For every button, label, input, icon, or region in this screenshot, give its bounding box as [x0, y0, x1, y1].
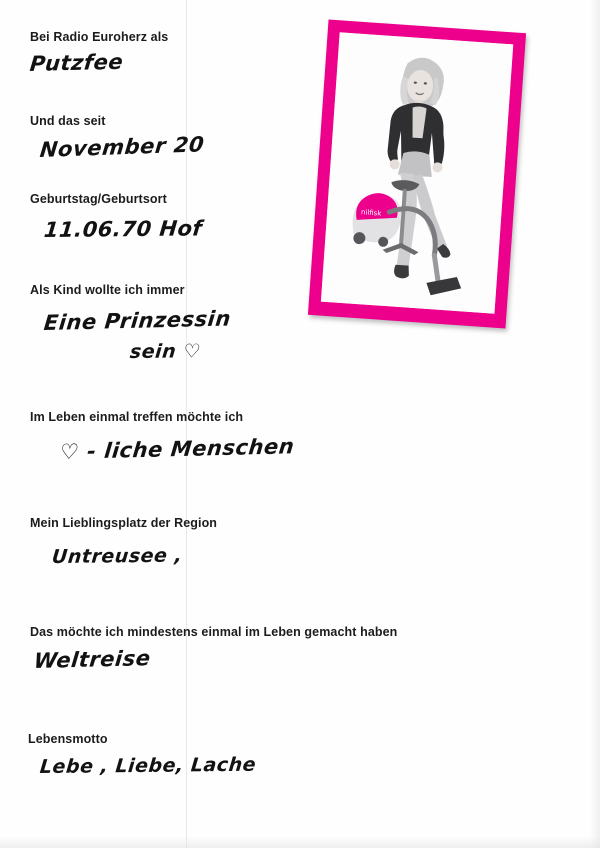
field-label: Im Leben einmal treffen möchte ich	[30, 410, 244, 424]
field-meet-once	[30, 410, 294, 464]
field-answer: 11.06.70 Hof	[42, 216, 204, 242]
field-label: Lebensmotto	[28, 732, 108, 746]
field-since	[30, 114, 206, 162]
field-label: Geburtstag/Geburtsort	[30, 192, 167, 206]
field-favourite-place	[30, 516, 217, 568]
field-label: Mein Lieblingsplatz der Region	[30, 516, 218, 530]
field-answer: Untreusee ,	[50, 544, 184, 568]
field-answer: Putzfee	[28, 49, 125, 76]
field-life-motto	[28, 732, 256, 778]
field-answer: Weltreise	[32, 646, 152, 673]
field-answer: ♡ - liche Menschen	[58, 434, 296, 464]
scan-edge-shadow-right	[590, 0, 600, 848]
field-answer: Eine Prinzessin	[42, 306, 233, 335]
portrait-photo	[308, 19, 526, 328]
field-birthday-birthplace	[30, 192, 202, 242]
field-bucket-list	[30, 625, 397, 673]
field-radio-role	[30, 30, 168, 76]
scan-edge-shadow-bottom	[0, 836, 600, 848]
photo-image	[321, 32, 513, 313]
svg-text:nilfisk: nilfisk	[360, 208, 382, 218]
field-answer: Lebe , Liebe, Lache	[38, 753, 258, 778]
field-label: Bei Radio Euroherz als	[30, 30, 169, 44]
field-label: Das möchte ich mindestens einmal im Leben gemacht haben	[30, 625, 398, 639]
field-label: Als Kind wollte ich immer	[30, 283, 185, 297]
field-label: Und das seit	[30, 114, 106, 128]
field-answer: November 20	[38, 132, 206, 162]
field-answer-line2: sein ♡	[128, 340, 203, 363]
field-childhood-dream	[30, 283, 233, 363]
photo-illustration	[321, 32, 513, 313]
